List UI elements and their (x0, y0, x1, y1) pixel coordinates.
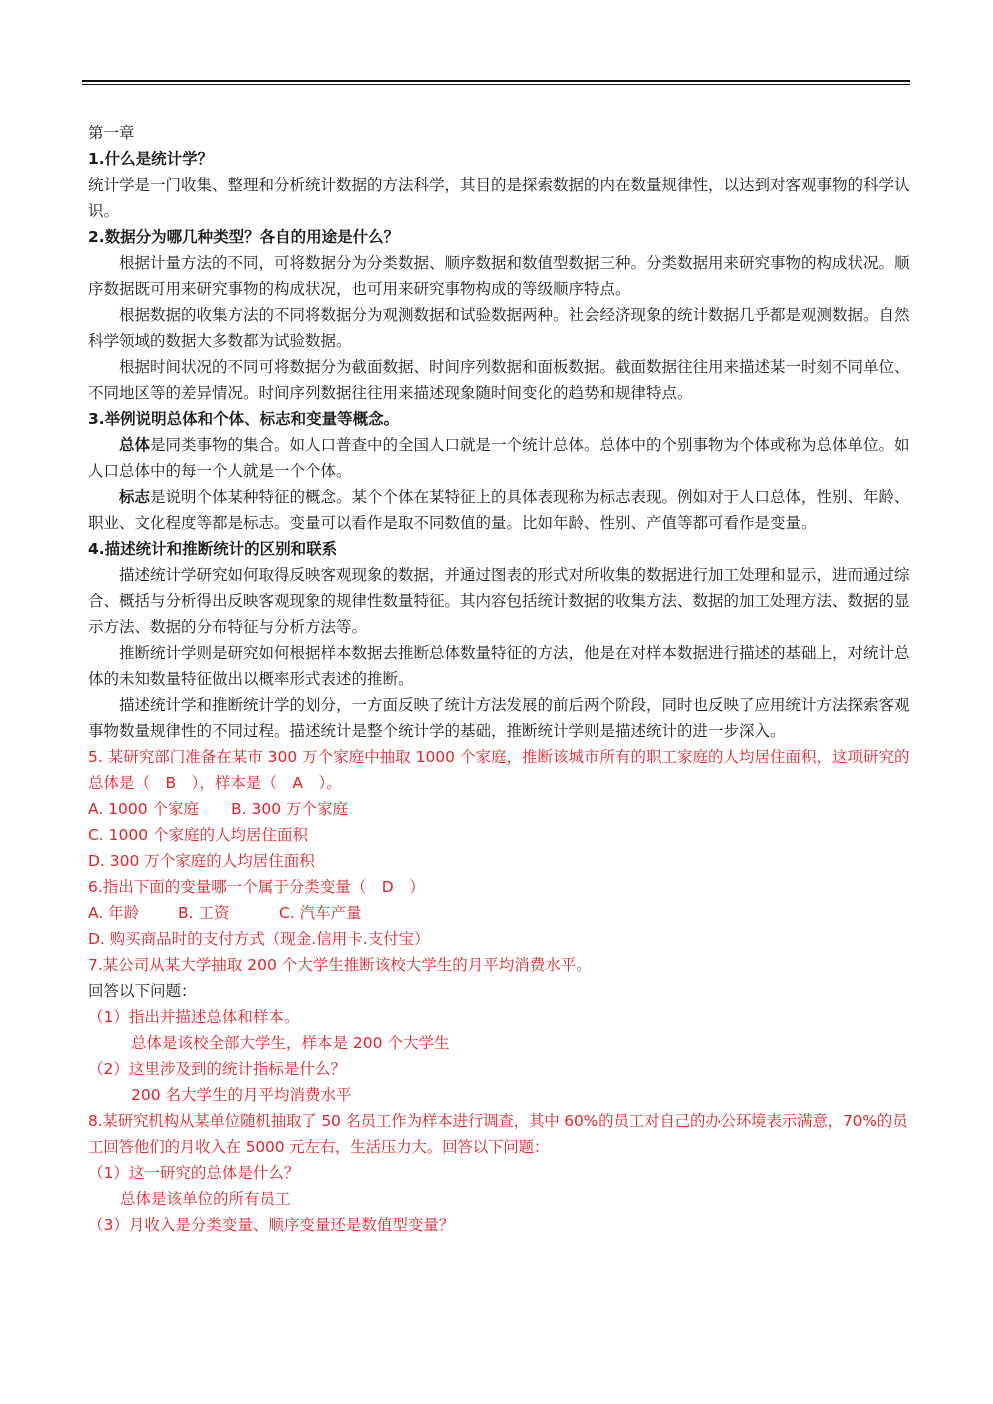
q5-option-d: D. 300 万个家庭的人均居住面积 (88, 852, 315, 870)
q6-option-c: C. 汽车产量 (279, 904, 362, 922)
q1-title: 1.什么是统计学？ (88, 150, 214, 168)
q8-sub-3: （3）月收入是分类变量、顺序变量还是数值型变量？ (88, 1216, 455, 1234)
q7-sub-2: （2）这里涉及到的统计指标是什么？ (88, 1060, 346, 1078)
q7-answer-2: 200 名大学生的月平均消费水平 (131, 1086, 352, 1104)
q6-options-row (88, 900, 910, 926)
header-rule-thick (82, 80, 910, 82)
q8-sub-1: （1）这一研究的总体是什么？ (88, 1164, 300, 1182)
q4-title: 4.描述统计和推断统计的区别和联系 (88, 540, 338, 558)
q6-option-a: A. 年龄 (88, 904, 140, 922)
q8-stem: 8.某研究机构从某单位随机抽取了 50 名员工作为样本进行调查，其中 60%的员工对自己的办公环境表示满意，70%的员工回答他们的月收入在 5000 元左右，生活压力大。回答以下问题： (88, 1112, 908, 1156)
q6-stem: 6.指出下面的变量哪一个属于分类变量（ D ） (88, 878, 425, 896)
q5-option-c: C. 1000 个家庭的人均居住面积 (88, 826, 309, 844)
document-body (88, 120, 910, 1238)
q6-option-d: D. 购买商品时的支付方式（现金.信用卡.支付宝） (88, 930, 430, 948)
q3-paragraph-2-text: 是说明个体某种特征的概念。某个个体在某特征上的具体表现称为标志表现。例如对于人口总体，性别、年龄、职业、文化程度等都是标志。变量可以看作是取不同数值的量。比如年龄、性别、产值等都可看作是变量。 (88, 488, 910, 532)
q7-sub-1: （1）指出并描述总体和样本。 (88, 1008, 300, 1026)
q3-paragraph-2 (88, 484, 910, 536)
q3-paragraph-1-text: 是同类事物的集合。如人口普查中的全国人口就是一个统计总体。总体中的个别事物为个体或称为总体单位。如人口总体中的每一个人就是一个个体。 (88, 436, 910, 480)
q4-paragraph-2: 推断统计学则是研究如何根据样本数据去推断总体数量特征的方法，他是在对样本数据进行描述的基础上，对统计总体的未知数量特征做出以概率形式表述的推断。 (88, 644, 910, 688)
q2-title: 2.数据分为哪几种类型？各自的用途是什么？ (88, 228, 400, 246)
q5-stem: 5. 某研究部门准备在某市 300 万个家庭中抽取 1000 个家庭，推断该城市所有的职工家庭的人均居住面积，这项研究的总体是（ B ），样本是（ A ）。 (88, 748, 910, 792)
q3-term-attribute: 标志 (119, 488, 151, 506)
q4-paragraph-1: 描述统计学研究如何取得反映客观现象的数据，并通过图表的形式对所收集的数据进行加工处理和显示，进而通过综合、概括与分析得出反映客观现象的规律性数量特征。其内容包括统计数据的收集方法、数据的加工处理方法、数据的显示方法、数据的分布特征与分析方法等。 (88, 566, 910, 636)
q8-answer-1: 总体是该单位的所有员工 (120, 1190, 291, 1208)
chapter-heading: 第一章 (88, 124, 135, 142)
q2-paragraph-3: 根据时间状况的不同可将数据分为截面数据、时间序列数据和面板数据。截面数据往往用来描述某一时刻不同单位、不同地区等的差异情况。时间序列数据往往用来描述现象随时间变化的趋势和规律特点。 (88, 358, 910, 402)
q6-option-b: B. 工资 (178, 904, 230, 922)
q3-paragraph-1 (88, 432, 910, 484)
q1-body: 统计学是一门收集、整理和分析统计数据的方法科学，其目的是探索数据的内在数量规律性，以达到对客观事物的科学认识。 (88, 176, 910, 220)
q7-stem: 7.某公司从某大学抽取 200 个大学生推断该校大学生的月平均消费水平。 (88, 956, 592, 974)
q3-title: 3.举例说明总体和个体、标志和变量等概念。 (88, 410, 400, 428)
q7-answer-1: 总体是该校全部大学生，样本是 200 个大学生 (131, 1034, 450, 1052)
q5-options-row-1 (88, 796, 910, 822)
q2-paragraph-1: 根据计量方法的不同，可将数据分为分类数据、顺序数据和数值型数据三种。分类数据用来研究事物的构成状况。顺序数据既可用来研究事物的构成状况，也可用来研究事物构成的等级顺序特点。 (88, 254, 910, 298)
q3-term-population: 总体 (119, 436, 151, 454)
q5-option-a: A. 1000 个家庭 (88, 800, 200, 818)
q7-prompt: 回答以下问题： (88, 982, 197, 1000)
q2-paragraph-2: 根据数据的收集方法的不同将数据分为观测数据和试验数据两种。社会经济现象的统计数据几乎都是观测数据。自然科学领域的数据大多数都为试验数据。 (88, 306, 910, 350)
q5-option-b: B. 300 万个家庭 (231, 800, 348, 818)
q4-paragraph-3: 描述统计学和推断统计学的划分，一方面反映了统计方法发展的前后两个阶段，同时也反映了应用统计方法探索客观事物数量规律性的不同过程。描述统计是整个统计学的基础，推断统计学则是描述统计的进一步深入。 (88, 696, 910, 740)
header-rule-thin (82, 84, 910, 85)
